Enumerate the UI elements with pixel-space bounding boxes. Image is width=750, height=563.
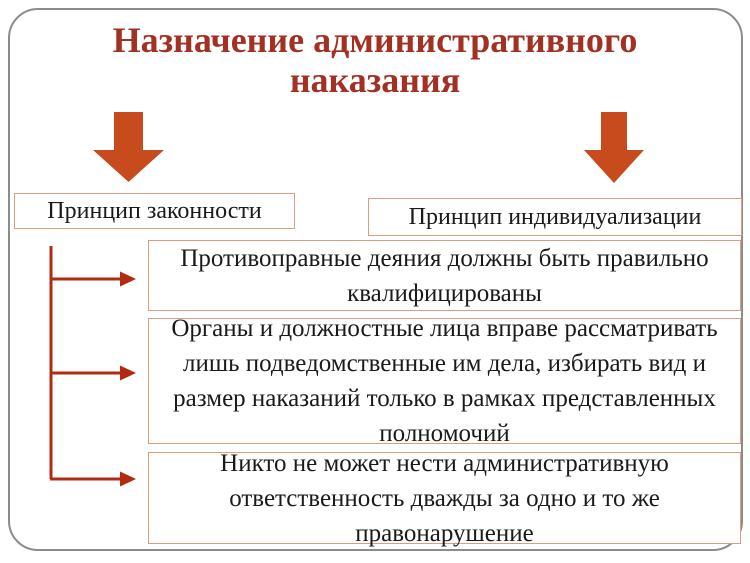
rule-box-jurisdiction [148,315,741,447]
principle-box-legality [14,193,295,229]
down-block-arrow-icon [584,112,644,188]
rule-text: Никто не может нести административную ответственность дважды за одно и то же правонарушение [220,449,669,547]
slide-title: Назначение административного наказания [112,20,638,100]
principle-legality-label: Принцип законности [47,197,262,224]
rule-box-double-jeopardy [148,449,741,547]
rule-text: Органы и должностные лица вправе рассматривать лишь подведомственные им дела, избирать вид и размер наказаний только в рамках представленных полномочий [171,315,718,447]
principle-box-individualization [368,198,742,236]
rule-text: Противоправные деяния должны быть правильно квалифицированы [180,244,709,307]
rule-box-qualification [148,240,741,311]
down-block-arrow-icon [93,112,164,187]
principle-individualization-label: Принцип индивидуализации [408,203,702,230]
